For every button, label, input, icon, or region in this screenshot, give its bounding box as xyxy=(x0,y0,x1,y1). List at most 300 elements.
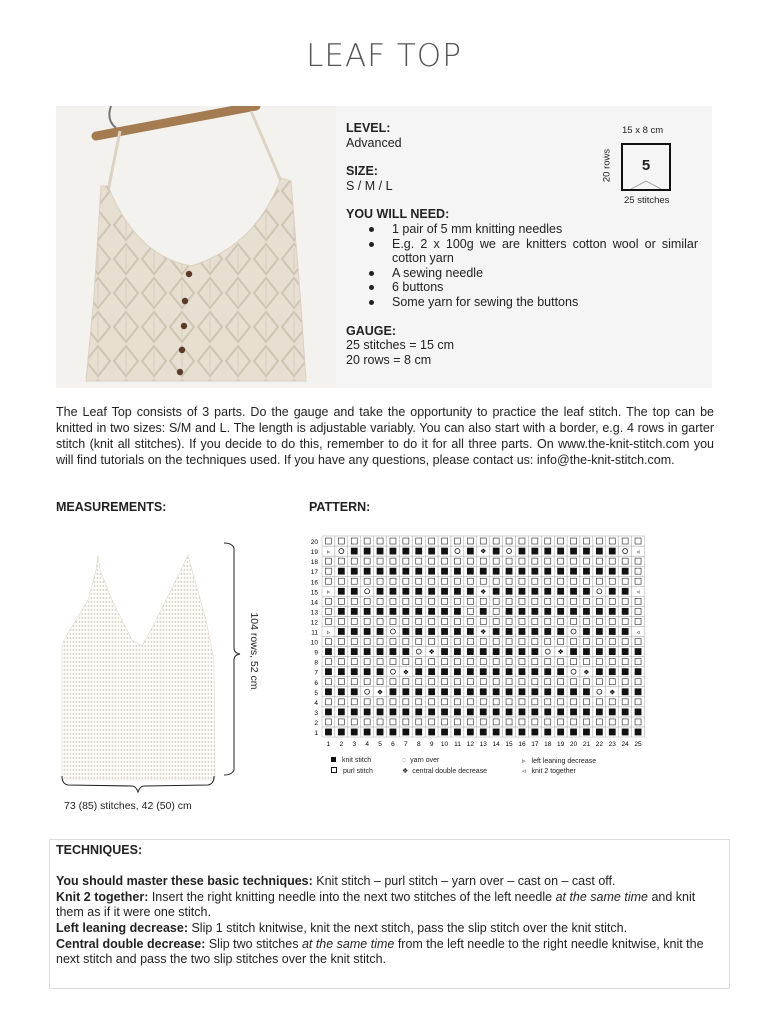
chart-cell xyxy=(335,727,348,737)
measurements-heading: MEASUREMENTS: xyxy=(56,500,167,514)
row-number: 13 xyxy=(310,609,318,617)
techniques-heading: TECHNIQUES: xyxy=(56,843,143,857)
chart-cell xyxy=(335,536,348,546)
row-number: 15 xyxy=(310,589,318,597)
chart-cell xyxy=(580,697,593,707)
chart-cell xyxy=(399,657,412,667)
chart-cell xyxy=(567,657,580,667)
chart-cell xyxy=(361,687,374,697)
chart-cell xyxy=(606,727,619,737)
chart-cell xyxy=(335,586,348,596)
chart-cell xyxy=(632,596,645,606)
chart-cell xyxy=(554,707,567,717)
chart-cell xyxy=(412,586,425,596)
chart-cell xyxy=(361,536,374,546)
chart-cell xyxy=(399,637,412,647)
chart-cell xyxy=(374,717,387,727)
chart-cell xyxy=(516,596,529,606)
chart-cell xyxy=(554,657,567,667)
chart-cell xyxy=(399,667,412,677)
chart-cell xyxy=(412,637,425,647)
legend-label: knit 2 together xyxy=(531,768,576,775)
chart-cell xyxy=(374,697,387,707)
row-number: 4 xyxy=(314,699,318,707)
chart-cell xyxy=(632,647,645,657)
chart-cell xyxy=(606,647,619,657)
svg-text:❖: ❖ xyxy=(402,669,409,677)
chart-cell xyxy=(425,637,438,647)
chart-cell xyxy=(412,626,425,636)
chart-cell xyxy=(335,657,348,667)
chart-cell xyxy=(541,647,554,657)
chart-cell xyxy=(322,596,335,606)
svg-text:❖: ❖ xyxy=(376,689,384,697)
legend-knit xyxy=(331,757,371,764)
chart-cell xyxy=(593,536,606,546)
k2tog-text-end: and knit them as if it were one stitch. xyxy=(56,889,696,920)
chart-cell xyxy=(593,556,606,566)
chart-cell xyxy=(464,586,477,596)
basic-text: Knit stitch – purl stitch – yarn over – cast on – cast off. xyxy=(312,874,616,889)
chart-cell xyxy=(361,657,374,667)
legend-label: knit stitch xyxy=(342,757,372,764)
column-number: 25 xyxy=(634,741,642,748)
chart-cell xyxy=(477,687,490,697)
chart-cell xyxy=(335,566,348,576)
chart-cell xyxy=(632,626,645,636)
chart-cell xyxy=(619,727,632,737)
chart-cell xyxy=(425,566,438,576)
row-number: 19 xyxy=(310,549,318,557)
gauge-label: GAUGE: xyxy=(346,323,396,338)
chart-cell xyxy=(541,707,554,717)
column-number: 5 xyxy=(378,741,382,748)
chart-cell xyxy=(451,637,464,647)
chart-cell xyxy=(606,576,619,586)
chart-cell xyxy=(412,677,425,687)
chart-cell xyxy=(619,717,632,727)
chart-cell xyxy=(412,546,425,556)
chart-cell xyxy=(399,727,412,737)
chart-cell xyxy=(361,576,374,586)
chart-cell xyxy=(399,596,412,606)
chart-cell xyxy=(593,727,606,737)
chart-cell xyxy=(516,556,529,566)
chart-cell xyxy=(593,667,606,677)
chart-cell xyxy=(361,677,374,687)
chart-cell xyxy=(528,677,541,687)
chart-cell xyxy=(516,707,529,717)
chart-cell xyxy=(348,677,361,687)
chart-cell xyxy=(464,677,477,687)
chart-cell xyxy=(593,606,606,616)
chart-cell xyxy=(541,586,554,596)
column-number: 16 xyxy=(518,741,526,748)
chart-cell xyxy=(348,697,361,707)
page-title: LEAF TOP xyxy=(306,38,462,74)
chart-cell xyxy=(438,657,451,667)
chart-cell xyxy=(632,606,645,616)
chart-cell xyxy=(528,596,541,606)
chart-cell xyxy=(477,546,490,556)
chart-cell xyxy=(438,647,451,657)
chart-cell xyxy=(593,637,606,647)
chart-cell xyxy=(425,606,438,616)
chart-cell xyxy=(438,616,451,626)
chart-cell xyxy=(619,596,632,606)
chart-cell xyxy=(477,667,490,677)
chart-cell xyxy=(438,546,451,556)
chart-cell xyxy=(619,707,632,717)
chart-cell xyxy=(451,566,464,576)
chart-cell xyxy=(580,717,593,727)
gauge-stitches-label: 25 stitches xyxy=(624,195,670,206)
chart-cell xyxy=(632,667,645,677)
svg-text:❖: ❖ xyxy=(480,629,487,637)
chart-cell xyxy=(438,707,451,717)
chart-cell xyxy=(541,637,554,647)
svg-text:◃: ◃ xyxy=(636,629,640,636)
chart-cell xyxy=(464,536,477,546)
chart-cell xyxy=(632,566,645,576)
chart-cell xyxy=(451,546,464,556)
chart-cell xyxy=(632,546,645,556)
svg-text:▹: ▹ xyxy=(326,589,330,596)
width-label: 73 (85) stitches, 42 (50) cm xyxy=(64,800,192,812)
chart-cell xyxy=(451,667,464,677)
chart-cell xyxy=(567,697,580,707)
gauge-stitches: 25 stitches = 15 cm xyxy=(346,338,455,353)
chart-cell xyxy=(335,596,348,606)
chart-cell xyxy=(503,586,516,596)
chart-cell xyxy=(490,586,503,596)
row-number: 16 xyxy=(310,579,318,587)
column-number: 12 xyxy=(466,741,474,748)
chart-cell xyxy=(361,727,374,737)
chart-cell xyxy=(593,717,606,727)
chart-cell xyxy=(348,536,361,546)
chart-cell xyxy=(554,727,567,737)
chart-cell xyxy=(606,556,619,566)
chart-cell xyxy=(451,586,464,596)
chart-cell xyxy=(322,717,335,727)
chart-cell xyxy=(387,637,400,647)
chart-cell xyxy=(399,647,412,657)
chart-cell xyxy=(619,606,632,616)
chart-cell xyxy=(348,717,361,727)
svg-text:❖: ❖ xyxy=(428,649,435,657)
chart-cell xyxy=(425,576,438,586)
chart-cell xyxy=(490,677,503,687)
k2tog-icon: ◃ xyxy=(522,768,526,775)
level-value: Advanced xyxy=(346,135,402,150)
chart-cell xyxy=(464,707,477,717)
chart-cell xyxy=(374,647,387,657)
chart-cell xyxy=(490,536,503,546)
chart-cell xyxy=(322,576,335,586)
chart-cell xyxy=(387,556,400,566)
chart-cell xyxy=(399,697,412,707)
chart-cell xyxy=(593,576,606,586)
chart-cell xyxy=(412,647,425,657)
chart-cell xyxy=(348,586,361,596)
legend-label: left leaning decrease xyxy=(531,758,597,765)
chart-cell xyxy=(516,717,529,727)
chart-cell xyxy=(567,687,580,697)
chart-cell xyxy=(490,657,503,667)
chart-cell xyxy=(503,717,516,727)
chart-cell xyxy=(374,687,387,697)
need-label: YOU WILL NEED: xyxy=(346,207,450,222)
chart-cell xyxy=(335,667,348,677)
chart-cell xyxy=(399,536,412,546)
chart-cell xyxy=(374,586,387,596)
chart-cell xyxy=(348,647,361,657)
chart-cell xyxy=(387,667,400,677)
chart-cell xyxy=(554,566,567,576)
chart-cell xyxy=(464,687,477,697)
chart-cell xyxy=(477,616,490,626)
chart-cell xyxy=(541,667,554,677)
chart-cell xyxy=(361,596,374,606)
chart-cell xyxy=(541,677,554,687)
chart-cell xyxy=(619,566,632,576)
chart-cell xyxy=(632,556,645,566)
chart-cell xyxy=(399,677,412,687)
chart-cell xyxy=(477,677,490,687)
chart-cell xyxy=(464,727,477,737)
chart-cell xyxy=(387,717,400,727)
chart-cell xyxy=(580,657,593,667)
chart-cell xyxy=(451,657,464,667)
list-item: 6 buttons xyxy=(376,280,706,295)
chart-cell xyxy=(567,616,580,626)
legend-cdd xyxy=(402,767,487,775)
chart-cell xyxy=(619,657,632,667)
legend-lld xyxy=(522,757,596,765)
chart-cell xyxy=(348,606,361,616)
chart-cell xyxy=(374,546,387,556)
row-number: 3 xyxy=(314,709,318,717)
chart-cell xyxy=(464,546,477,556)
chart-cell xyxy=(541,566,554,576)
row-number: 11 xyxy=(311,629,318,637)
chart-cell xyxy=(361,556,374,566)
chart-cell xyxy=(580,677,593,687)
chart-cell xyxy=(464,717,477,727)
chart-cell xyxy=(528,707,541,717)
legend-purl xyxy=(331,767,373,775)
chart-cell xyxy=(528,657,541,667)
cdd-text: Slip two stitches xyxy=(205,936,302,951)
chart-cell xyxy=(528,687,541,697)
chart-cell xyxy=(490,717,503,727)
chart-cell xyxy=(477,596,490,606)
chart-cell xyxy=(464,576,477,586)
chart-cell xyxy=(438,566,451,576)
chart-cell xyxy=(348,687,361,697)
chart-cell xyxy=(528,536,541,546)
size-value: S / M / L xyxy=(346,178,393,193)
chart-cell xyxy=(399,546,412,556)
pattern-heading: PATTERN: xyxy=(309,500,371,514)
chart-cell xyxy=(348,707,361,717)
chart-cell xyxy=(606,707,619,717)
chart-cell xyxy=(541,536,554,546)
chart-cell xyxy=(335,707,348,717)
chart-cell xyxy=(464,697,477,707)
chart-cell xyxy=(399,616,412,626)
chart-cell xyxy=(503,637,516,647)
chart-cell xyxy=(374,596,387,606)
chart-cell xyxy=(567,637,580,647)
row-number: 18 xyxy=(310,559,318,567)
chart-cell xyxy=(503,536,516,546)
chart-cell xyxy=(541,576,554,586)
chart-cell xyxy=(516,576,529,586)
chart-cell xyxy=(593,647,606,657)
lld-label: Left leaning decrease: xyxy=(56,920,188,935)
column-number: 21 xyxy=(582,741,591,748)
chart-cell xyxy=(593,596,606,606)
chart-cell xyxy=(632,576,645,586)
chart-cell xyxy=(348,637,361,647)
chart-cell xyxy=(632,697,645,707)
chart-cell xyxy=(593,626,606,636)
chart-cell xyxy=(412,717,425,727)
chart-cell xyxy=(399,687,412,697)
chart-cell xyxy=(554,697,567,707)
chart-cell xyxy=(580,647,593,657)
chart-cell xyxy=(632,637,645,647)
size-label: SIZE: xyxy=(346,164,378,179)
chart-cell xyxy=(554,596,567,606)
row-number: 17 xyxy=(310,569,318,577)
chart-cell xyxy=(425,677,438,687)
chart-cell xyxy=(541,727,554,737)
chart-cell xyxy=(374,576,387,586)
chart-cell xyxy=(554,677,567,687)
chart-cell xyxy=(567,596,580,606)
chart-cell xyxy=(322,556,335,566)
chart-cell xyxy=(580,626,593,636)
chart-cell xyxy=(503,657,516,667)
chart-cell xyxy=(567,717,580,727)
chart-cell xyxy=(387,616,400,626)
chart-cell xyxy=(580,606,593,616)
list-item: Some yarn for sewing the buttons xyxy=(376,295,706,310)
chart-cell xyxy=(580,546,593,556)
chart-cell xyxy=(580,667,593,677)
chart-cell xyxy=(438,606,451,616)
chart-cell xyxy=(632,727,645,737)
chart-cell xyxy=(632,657,645,667)
k2tog-label: Knit 2 together: xyxy=(56,889,149,904)
chart-cell xyxy=(412,616,425,626)
chart-cell xyxy=(593,566,606,576)
chart-cell xyxy=(593,677,606,687)
chart-cell xyxy=(322,647,335,657)
chart-cell xyxy=(374,637,387,647)
chart-cell xyxy=(490,566,503,576)
chart-cell xyxy=(541,687,554,697)
chart-cell xyxy=(451,717,464,727)
chart-cell xyxy=(528,556,541,566)
chart-cell xyxy=(567,566,580,576)
chart-cell xyxy=(361,586,374,596)
chart-cell xyxy=(451,596,464,606)
chart-cell xyxy=(425,616,438,626)
column-number: 20 xyxy=(569,741,578,748)
chart-cell xyxy=(399,707,412,717)
chart-cell xyxy=(451,576,464,586)
row-number: 10 xyxy=(310,639,318,647)
chart-cell xyxy=(322,637,335,647)
chart-cell xyxy=(477,637,490,647)
chart-cell xyxy=(580,586,593,596)
chart-cell xyxy=(451,536,464,546)
chart-cell xyxy=(541,626,554,636)
chart-cell xyxy=(438,667,451,677)
chart-cell xyxy=(477,727,490,737)
chart-cell xyxy=(464,616,477,626)
column-number: 7 xyxy=(404,741,408,748)
column-number: 19 xyxy=(557,741,565,748)
chart-cell xyxy=(361,667,374,677)
chart-cell xyxy=(425,546,438,556)
list-item: A sewing needle xyxy=(376,266,706,281)
chart-cell xyxy=(335,677,348,687)
chart-cell xyxy=(374,657,387,667)
chart-cell xyxy=(632,616,645,626)
chart-cell xyxy=(477,697,490,707)
chart-cell xyxy=(503,626,516,636)
k2tog-text: Insert the right knitting needle into the next two stitches of the left needle xyxy=(148,889,556,904)
chart-cell xyxy=(412,667,425,677)
chart-cell xyxy=(335,687,348,697)
chart-cell xyxy=(541,657,554,667)
chart-cell xyxy=(412,727,425,737)
chart-cell xyxy=(490,606,503,616)
column-number: 6 xyxy=(391,741,395,748)
chart-cell xyxy=(567,546,580,556)
chart-cell xyxy=(322,697,335,707)
chart-cell xyxy=(632,717,645,727)
chart-cell xyxy=(322,546,335,556)
chart-cell xyxy=(567,626,580,636)
chart-cell xyxy=(451,677,464,687)
chart-cell xyxy=(477,536,490,546)
chart-cell xyxy=(361,637,374,647)
chart-cell xyxy=(606,626,619,636)
chart-cell xyxy=(503,576,516,586)
chart-cell xyxy=(477,556,490,566)
chart-cell xyxy=(387,586,400,596)
chart-cell xyxy=(425,647,438,657)
chart-cell xyxy=(477,626,490,636)
chart-cell xyxy=(374,626,387,636)
purl-icon xyxy=(331,767,337,773)
chart-cell xyxy=(322,687,335,697)
chart-cell xyxy=(322,707,335,717)
chart-cell xyxy=(425,536,438,546)
chart-cell xyxy=(619,586,632,596)
chart-cell xyxy=(503,697,516,707)
chart-cell xyxy=(438,626,451,636)
chart-cell xyxy=(619,556,632,566)
chart-cell xyxy=(399,586,412,596)
chart-cell xyxy=(374,707,387,717)
